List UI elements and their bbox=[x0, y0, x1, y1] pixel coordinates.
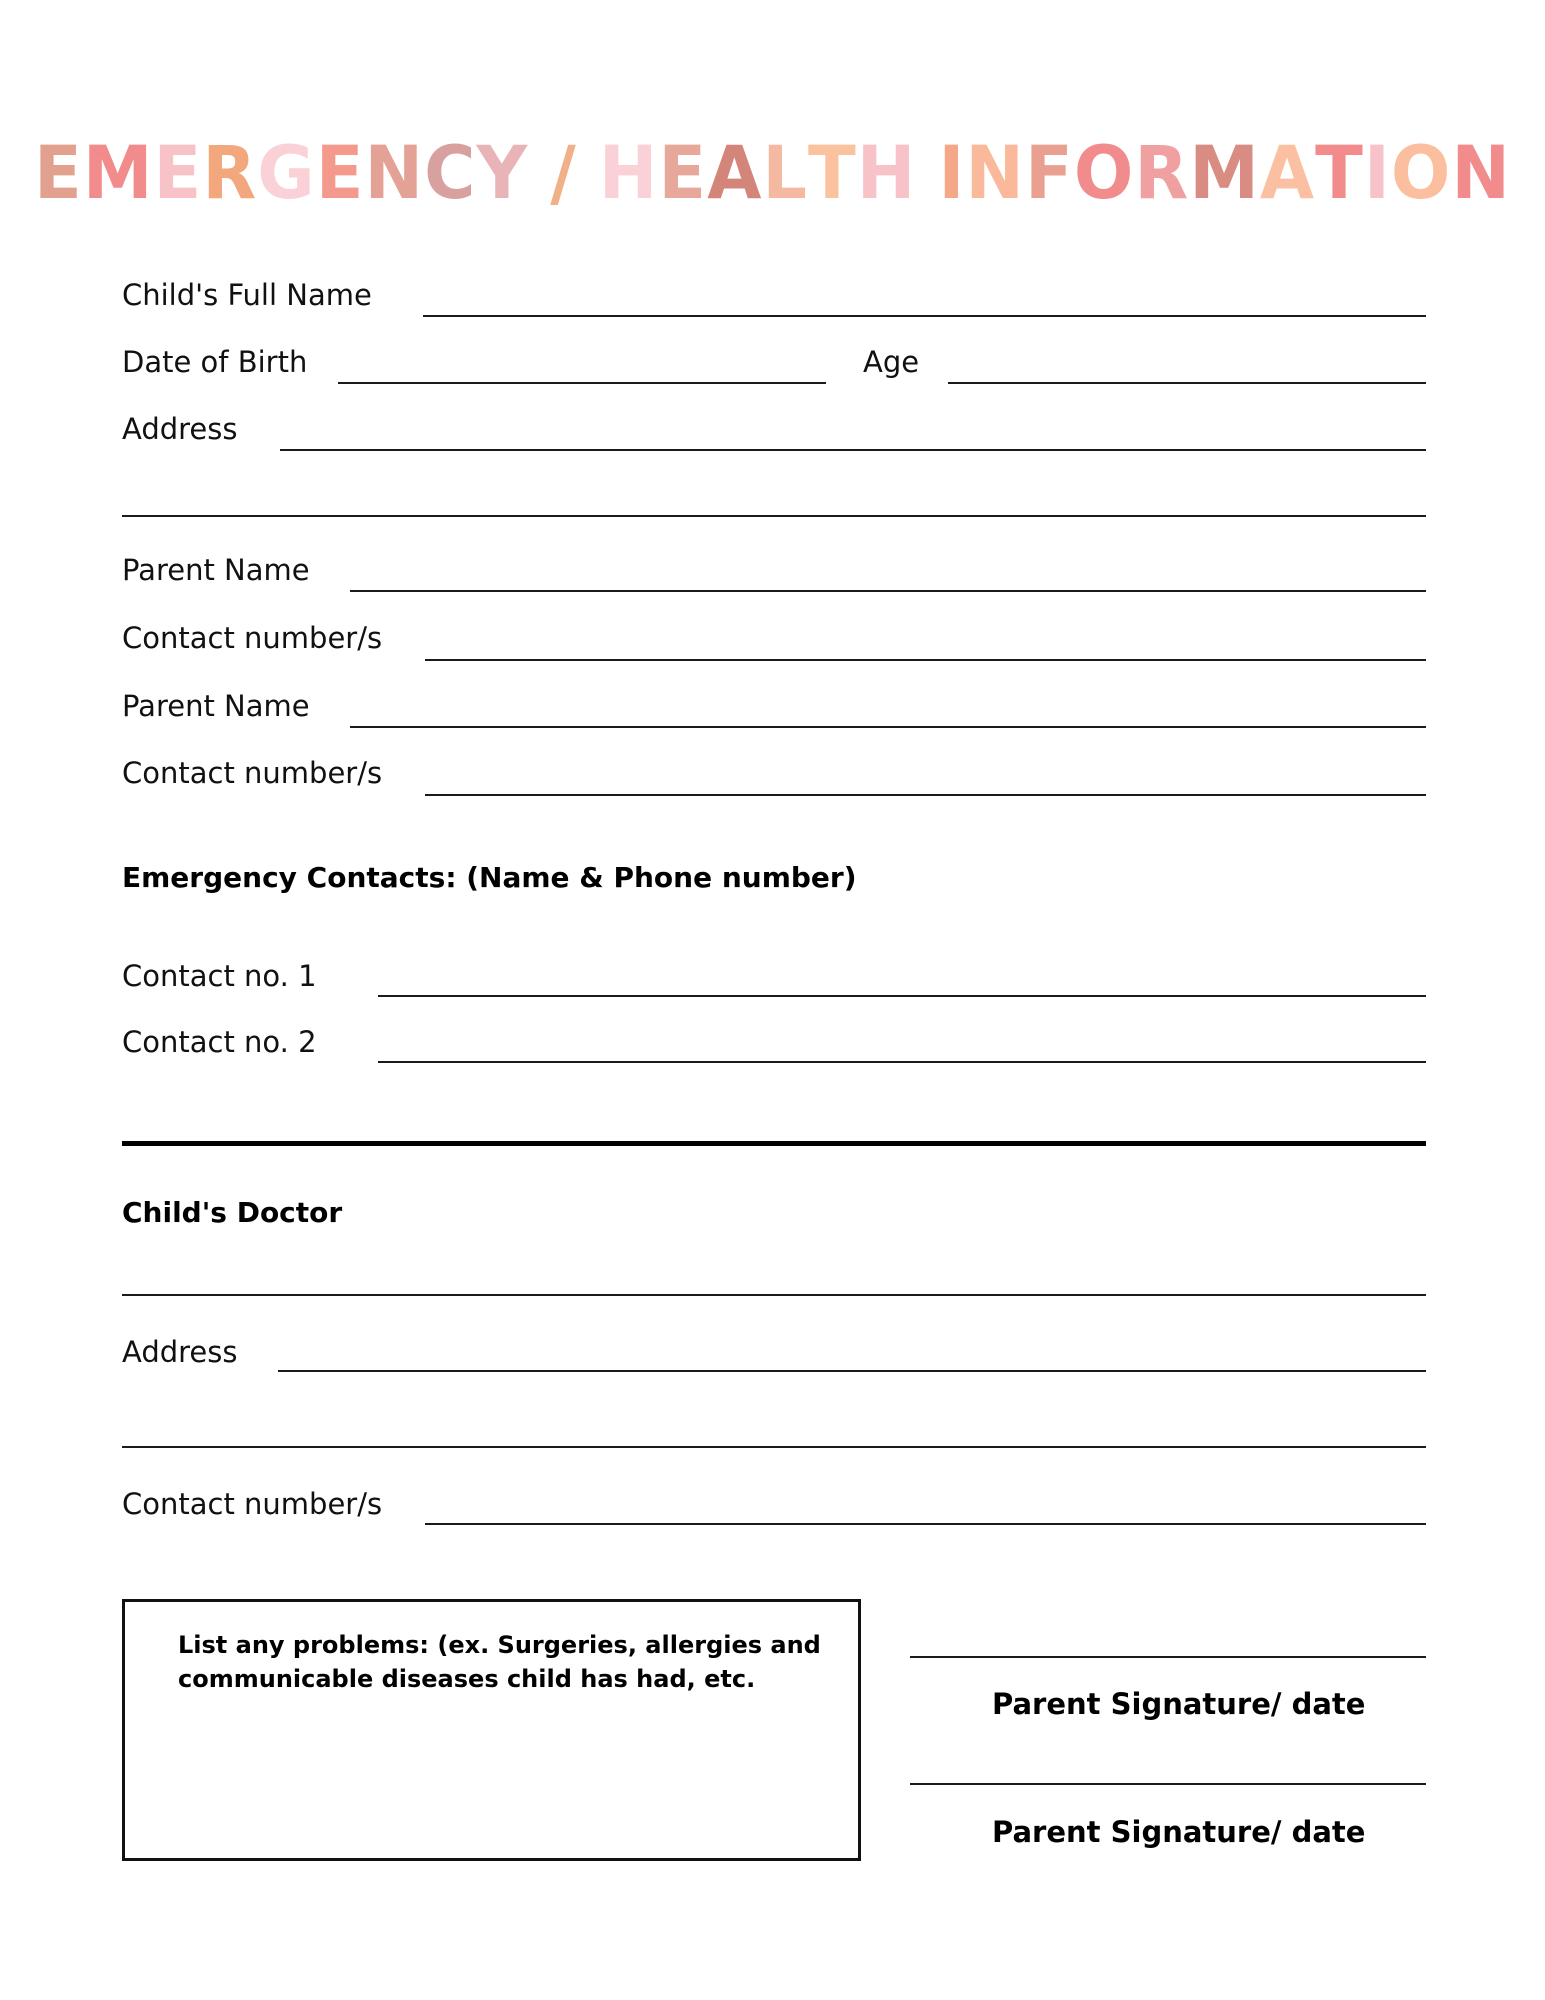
title-letter: A bbox=[707, 129, 763, 217]
date-of-birth-label: Date of Birth bbox=[122, 345, 308, 379]
address-field-line-2[interactable] bbox=[122, 515, 1426, 517]
doctor-name-field[interactable] bbox=[122, 1294, 1426, 1296]
contact-numbers-1-label: Contact number/s bbox=[122, 621, 383, 655]
title-letter: Y bbox=[476, 129, 529, 217]
child-full-name-label: Child's Full Name bbox=[122, 278, 372, 312]
parent-signature-2-line[interactable] bbox=[910, 1783, 1426, 1785]
title-letter: M bbox=[82, 129, 154, 217]
title-letter: R bbox=[202, 129, 258, 217]
doctor-address-field-line-2[interactable] bbox=[122, 1446, 1426, 1448]
title-letter: H bbox=[598, 129, 659, 217]
title-letter: E bbox=[153, 129, 203, 217]
contact-no-1-field[interactable] bbox=[378, 995, 1426, 997]
parent-name-2-label: Parent Name bbox=[122, 689, 310, 723]
contact-no-2-field[interactable] bbox=[378, 1061, 1426, 1063]
title-letter: A bbox=[1259, 129, 1316, 217]
page-title bbox=[0, 126, 1545, 221]
doctor-address-field[interactable] bbox=[278, 1370, 1426, 1372]
doctor-contact-numbers-field[interactable] bbox=[425, 1523, 1426, 1525]
title-letter: T bbox=[808, 129, 857, 217]
contact-numbers-1-field[interactable] bbox=[425, 659, 1426, 661]
title-letter: E bbox=[315, 129, 365, 217]
doctor-address-label: Address bbox=[122, 1335, 238, 1369]
section-divider bbox=[122, 1141, 1426, 1146]
title-letter: I bbox=[1363, 129, 1391, 217]
address-label: Address bbox=[122, 412, 238, 446]
emergency-contacts-heading: Emergency Contacts: (Name & Phone number) bbox=[122, 861, 857, 894]
title-letter: / bbox=[550, 129, 577, 217]
title-letter: L bbox=[762, 129, 808, 217]
title-space bbox=[916, 126, 938, 221]
contact-no-2-label: Contact no. 2 bbox=[122, 1025, 317, 1059]
contact-no-1-label: Contact no. 1 bbox=[122, 959, 317, 993]
title-letter: O bbox=[1390, 129, 1452, 217]
age-label: Age bbox=[863, 345, 920, 379]
title-letter: N bbox=[1451, 129, 1511, 217]
title-letter: T bbox=[1315, 129, 1364, 217]
title-letter: I bbox=[938, 129, 966, 217]
title-letter: F bbox=[1024, 129, 1074, 217]
title-letter: E bbox=[658, 129, 708, 217]
date-of-birth-field[interactable] bbox=[338, 382, 826, 384]
title-letter: R bbox=[1134, 129, 1190, 217]
parent-name-1-field[interactable] bbox=[350, 590, 1426, 592]
address-field[interactable] bbox=[280, 449, 1426, 451]
age-field[interactable] bbox=[948, 382, 1426, 384]
parent-name-2-field[interactable] bbox=[350, 726, 1426, 728]
childs-doctor-heading: Child's Doctor bbox=[122, 1196, 343, 1229]
title-letter: N bbox=[364, 129, 425, 217]
title-letter: H bbox=[856, 129, 917, 217]
title-space bbox=[528, 126, 550, 221]
parent-name-1-label: Parent Name bbox=[122, 553, 310, 587]
title-letter: E bbox=[34, 129, 83, 217]
problems-box[interactable] bbox=[122, 1599, 861, 1861]
problems-box-line-2: communicable diseases child has had, etc. bbox=[178, 1665, 756, 1693]
title-space bbox=[577, 126, 599, 221]
title-letter: M bbox=[1189, 129, 1260, 217]
contact-numbers-2-label: Contact number/s bbox=[122, 756, 383, 790]
parent-signature-1-line[interactable] bbox=[910, 1656, 1426, 1658]
title-letter: C bbox=[424, 129, 477, 217]
title-letter: G bbox=[257, 129, 316, 217]
contact-numbers-2-field[interactable] bbox=[425, 794, 1426, 796]
child-full-name-field[interactable] bbox=[423, 315, 1426, 317]
parent-signature-1-label: Parent Signature/ date bbox=[992, 1687, 1366, 1721]
title-letter: O bbox=[1073, 129, 1135, 217]
title-letter: N bbox=[965, 129, 1025, 217]
problems-box-line-1: List any problems: (ex. Surgeries, allergies and bbox=[178, 1631, 821, 1659]
parent-signature-2-label: Parent Signature/ date bbox=[992, 1815, 1366, 1849]
doctor-contact-numbers-label: Contact number/s bbox=[122, 1487, 383, 1521]
